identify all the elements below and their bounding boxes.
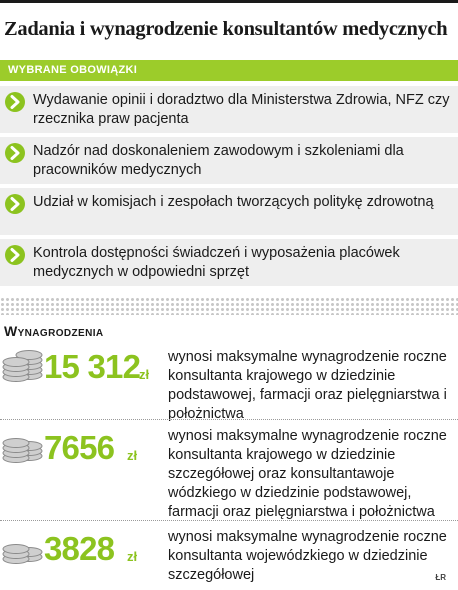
row-divider xyxy=(0,520,458,521)
row-divider xyxy=(0,419,458,420)
coins-icon xyxy=(2,348,44,382)
salary-description: wynosi maksymalne wynagrodzenie roczne konsultanta krajowego w dziedzinie szczegółowej oraz konsultantawoje wódzkiego w dziedzinie podstawowej, farmacji oraz pielęgniarstwa i położnictwa xyxy=(168,428,447,520)
duty-item xyxy=(0,188,458,235)
duty-text: Udział w komisjach i zespołach tworzących politykę zdrowotną xyxy=(33,194,434,210)
salary-row xyxy=(0,425,458,520)
coins-icon xyxy=(2,429,44,463)
duty-text: Wydawanie opinii i doradztwo dla Ministerstwa Zdrowia, NFZ czy rzecznika praw pacjenta xyxy=(33,92,450,127)
arrow-right-icon xyxy=(5,92,25,112)
dotted-separator xyxy=(0,297,458,315)
arrow-right-icon xyxy=(5,194,25,214)
salary-amount: 15 312 xyxy=(44,348,141,385)
duty-text: Nadzór nad doskonaleniem zawodowym i szkoleniami dla pracowników medycznych xyxy=(33,143,404,178)
arrow-right-icon xyxy=(5,143,25,163)
page-title: Zadania i wynagrodzenie konsultantów medycznych xyxy=(4,18,448,40)
author-credit: ŁR xyxy=(435,573,446,582)
duties-header: WYBRANE OBOWIĄZKI xyxy=(0,60,458,81)
salary-description: wynosi maksymalne wynagrodzenie roczne konsultanta wojewódzkiego w dziedzinie szczegółowej xyxy=(168,529,447,583)
duty-item xyxy=(0,239,458,286)
salary-amount: 3828 xyxy=(44,530,115,567)
salary-row xyxy=(0,346,458,422)
top-rule xyxy=(0,0,458,3)
currency-label: zł xyxy=(139,367,150,382)
salary-amount: 7656 xyxy=(44,429,115,466)
currency-label: zł xyxy=(127,448,138,463)
arrow-right-icon xyxy=(5,245,25,265)
duty-text: Kontrola dostępności świadczeń i wyposażenia placówek medycznych w odpowiedni sprzęt xyxy=(33,245,400,280)
currency-label: zł xyxy=(127,549,138,564)
duty-item xyxy=(0,86,458,133)
coins-icon xyxy=(2,530,44,564)
salary-description: wynosi maksymalne wynagrodzenie roczne konsultanta krajowego w dziedzinie podstawowej, farmacji oraz pielęgniarstwa i położnictwa xyxy=(168,349,447,422)
salaries-header: Wynagrodzenia xyxy=(4,323,104,339)
duty-item xyxy=(0,137,458,184)
